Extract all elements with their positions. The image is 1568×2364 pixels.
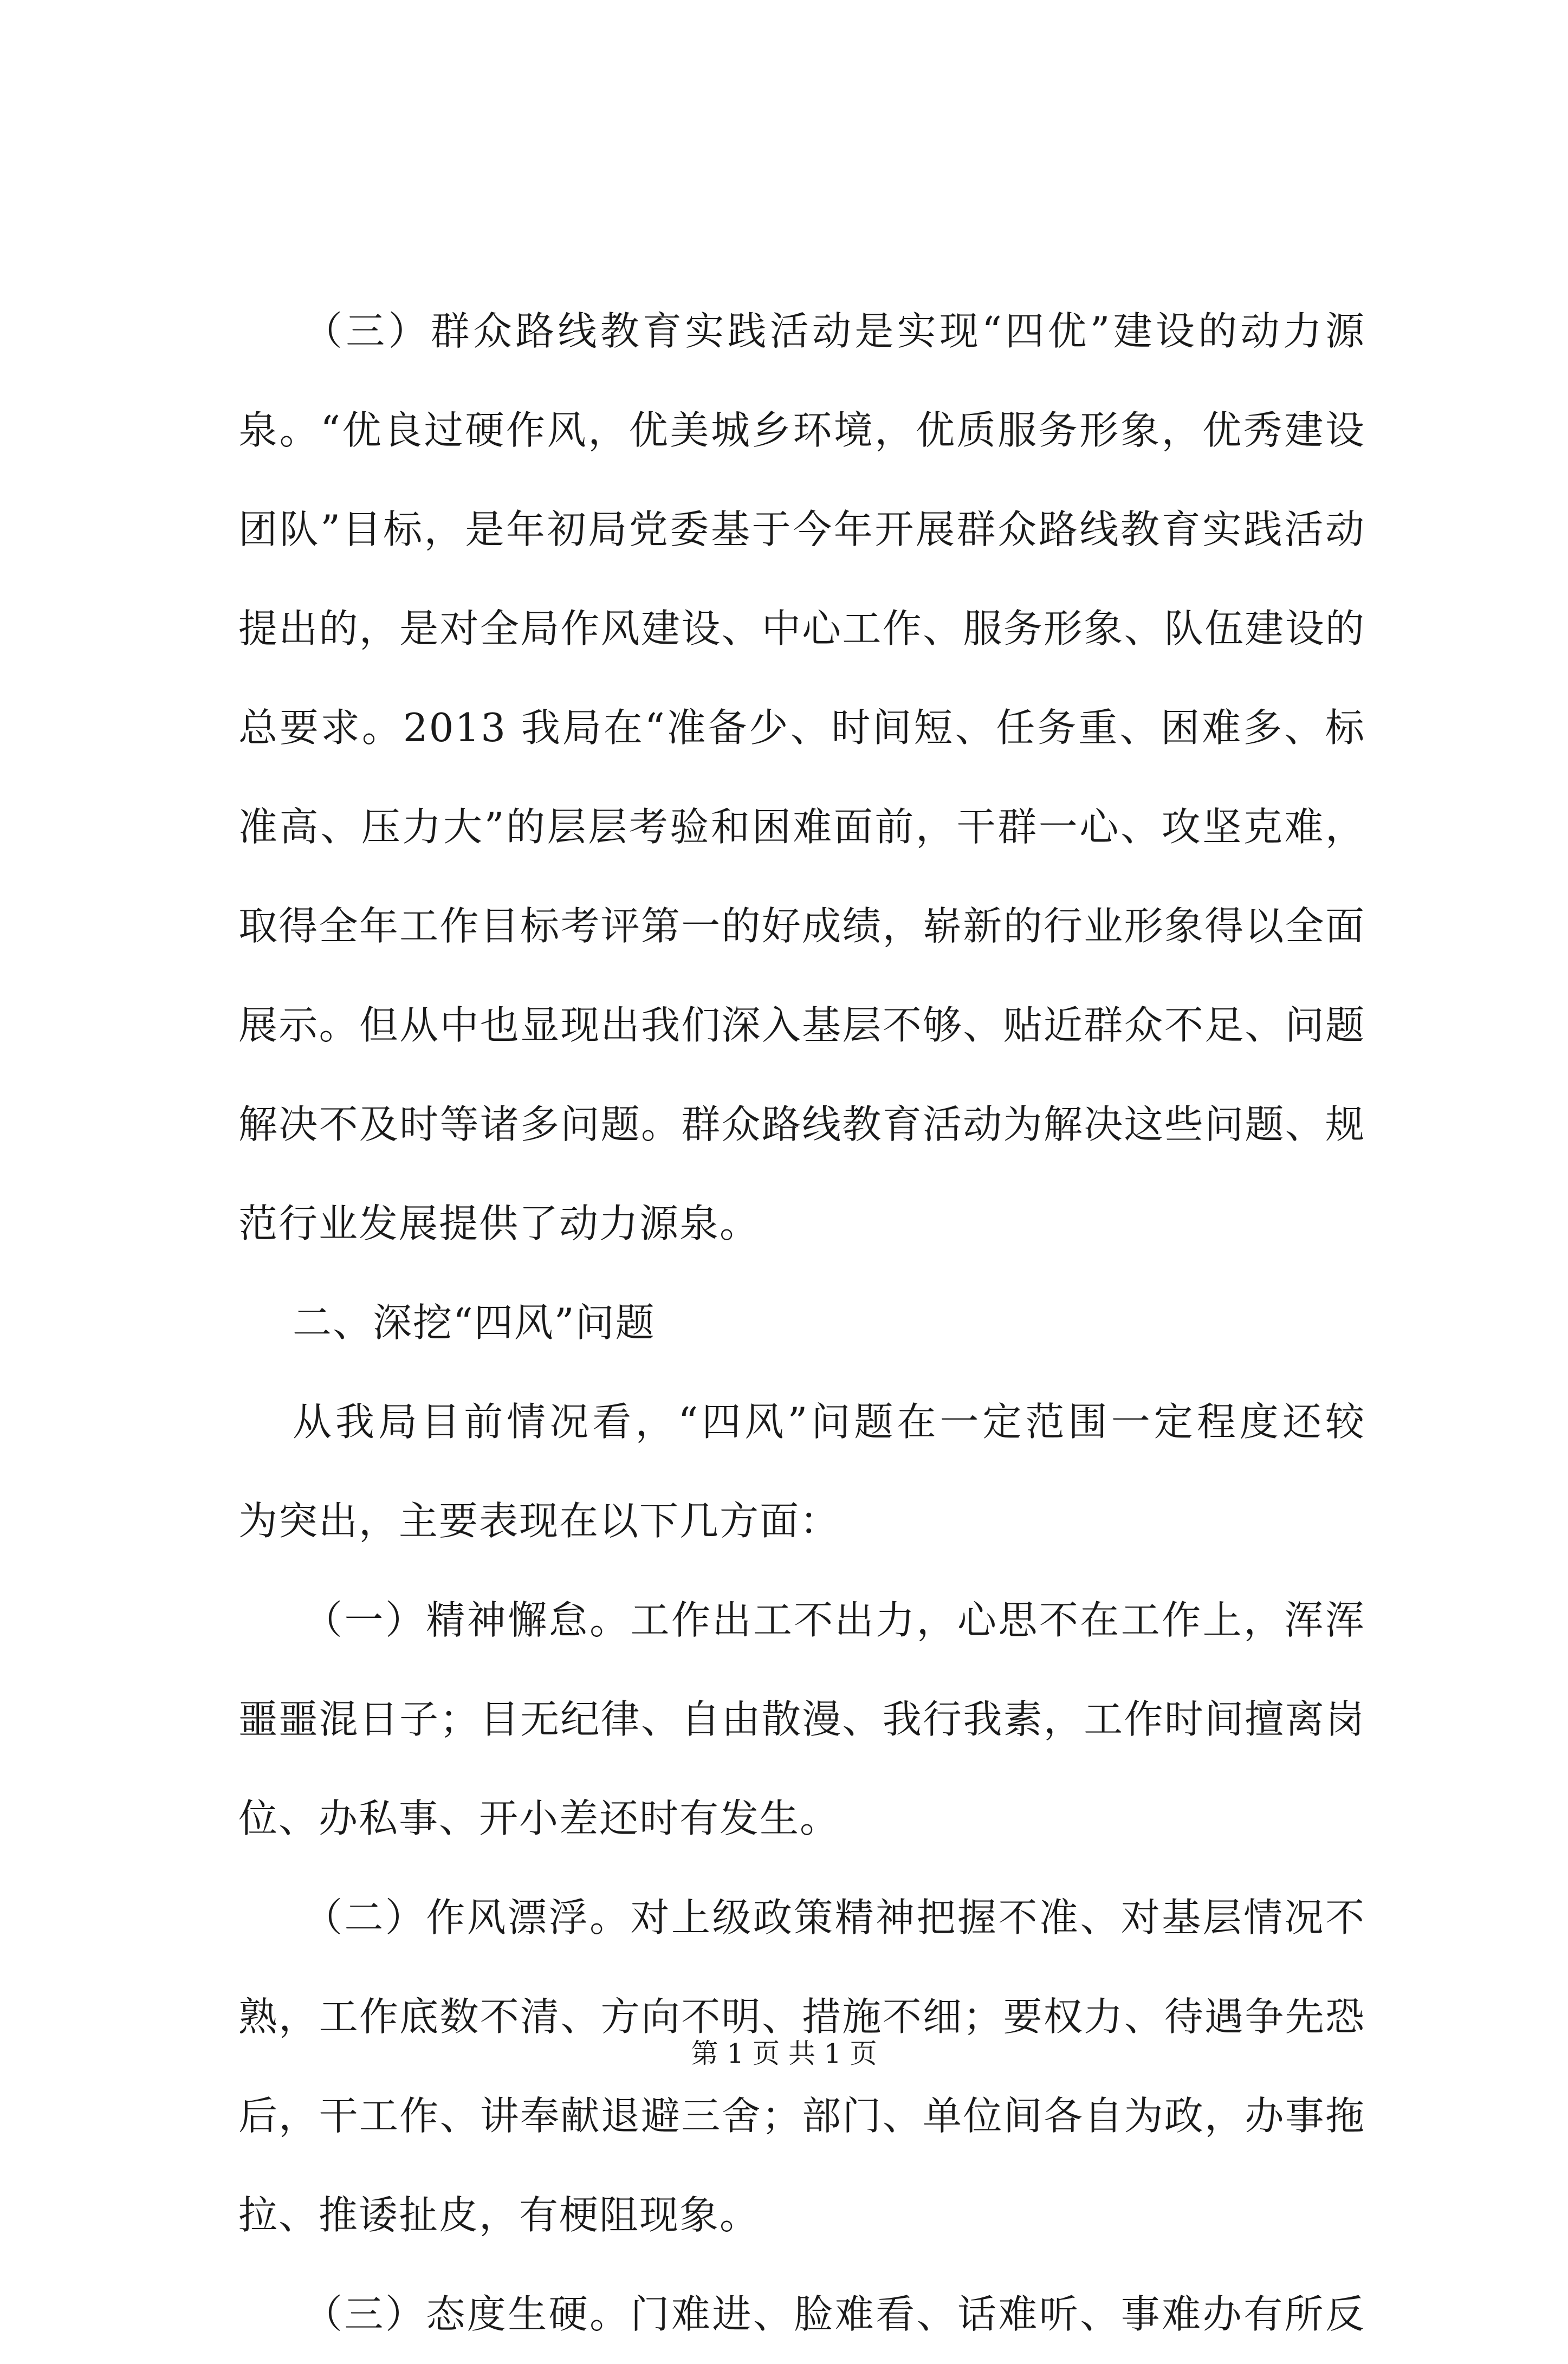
paragraph-line: 熟，工作底数不清、方向不明、措施不细；要权力、待遇争先恐 — [238, 1994, 1365, 2039]
paragraph-line: 后，干工作、讲奉献退避三舍；部门、单位间各自为政，办事拖 — [238, 2093, 1365, 2139]
paragraph-line: 取得全年工作目标考评第一的好成绩，崭新的行业形象得以全面 — [238, 903, 1365, 949]
paragraph-line: （三）群众路线教育实践活动是实现“四优”建设的动力源 — [303, 308, 1365, 354]
paragraph-line: 团队”目标，是年初局党委基于今年开展群众路线教育实践活动 — [238, 507, 1365, 552]
paragraph-line: 位、办私事、开小差还时有发生。 — [238, 1796, 840, 1841]
paragraph-line: 总要求。2013 我局在“准备少、时间短、任务重、困难多、标 — [238, 705, 1365, 750]
paragraph-line: 提出的，是对全局作风建设、中心工作、服务形象、队伍建设的 — [238, 606, 1365, 651]
section-heading: 二、深挖“四风”问题 — [293, 1300, 656, 1345]
paragraph-line: 范行业发展提供了动力源泉。 — [238, 1201, 760, 1246]
paragraph-line: （一）精神懈怠。工作出工不出力，心思不在工作上，浑浑 — [303, 1597, 1365, 1643]
paragraph-line: 噩噩混日子；目无纪律、自由散漫、我行我素，工作时间擅离岗 — [238, 1696, 1365, 1742]
paragraph-line: （二）作风漂浮。对上级政策精神把握不准、对基层情况不 — [303, 1895, 1365, 1940]
paragraph-line: 从我局目前情况看，“四风”问题在一定范围一定程度还较 — [293, 1399, 1365, 1445]
page-footer: 第 1 页 共 1 页 — [691, 2038, 877, 2069]
paragraph-line: 准高、压力大”的层层考验和困难面前，干群一心、攻坚克难， — [238, 804, 1365, 850]
paragraph-line: 为突出，主要表现在以下几方面： — [238, 1498, 840, 1544]
paragraph-line: 拉、推诿扯皮，有梗阻现象。 — [238, 2192, 760, 2238]
paragraph-line: 解决不及时等诸多问题。群众路线教育活动为解决这些问题、规 — [238, 1102, 1365, 1147]
paragraph-line: 泉。“优良过硬作风，优美城乡环境，优质服务形象，优秀建设 — [238, 407, 1365, 453]
paragraph-line: 展示。但从中也显现出我们深入基层不够、贴近群众不足、问题 — [238, 1002, 1365, 1048]
paragraph-line: （三）态度生硬。门难进、脸难看、话难听、事难办有所反 — [303, 2291, 1365, 2337]
